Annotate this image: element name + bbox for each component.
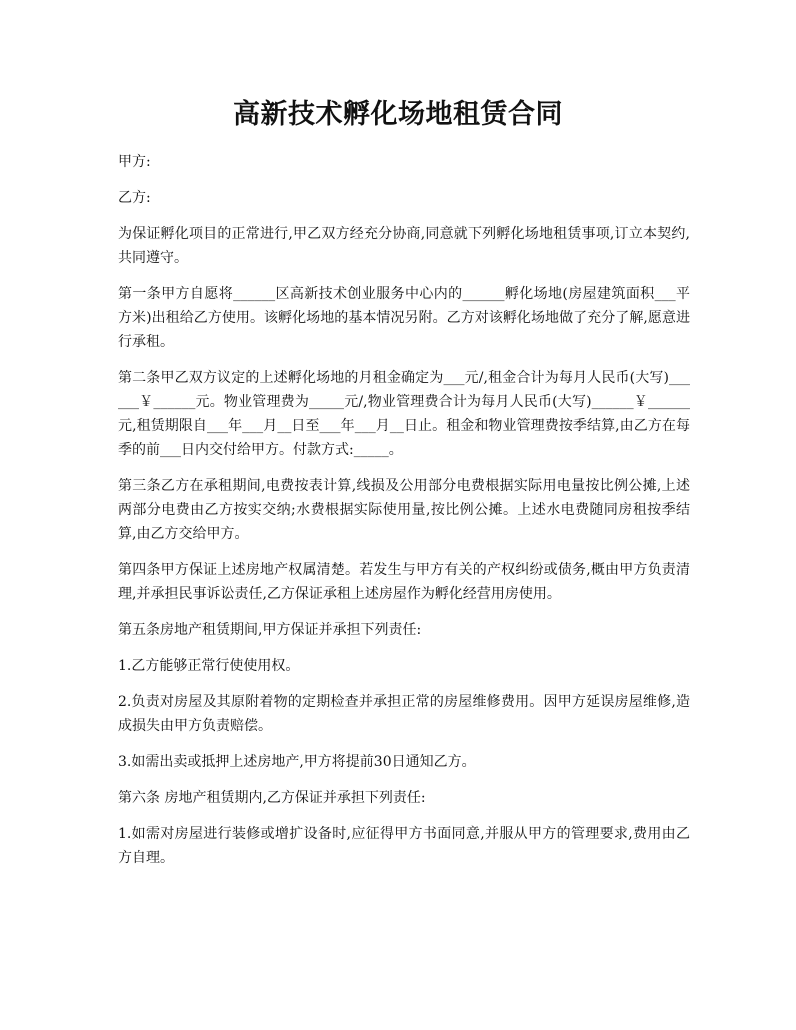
article-2-paragraph: 第二条甲乙双方议定的上述孵化场地的月租金确定为___元/,租金合计为每月人民币(大写)______￥______元。物业管理费为_____元/,物业管理费合计为每月人民币(大写)______￥______元,租赁期限自___年___月__日至___年___月__日止。租金和物业管理费按季结算,由乙方在每季的前___日内交付给甲方。付款方式:_____。 — [118, 370, 690, 458]
party-a-line: 甲方: — [118, 154, 151, 170]
article-6-heading: 第六条 房地产租赁期内,乙方保证并承担下列责任: — [118, 790, 426, 806]
article-5-item-2: 2.负责对房屋及其原附着物的定期检查并承担正常的房屋维修费用。因甲方延误房屋维修,造成损失由甲方负责赔偿。 — [118, 694, 690, 734]
article-5-heading: 第五条房地产租赁期间,甲方保证并承担下列责任: — [118, 622, 422, 638]
article-4-paragraph: 第四条甲方保证上述房地产权属清楚。若发生与甲方有关的产权纠纷或债务,概由甲方负责清理,并承担民事诉讼责任,乙方保证承租上述房屋作为孵化经营用房使用。 — [118, 562, 690, 602]
party-b-line: 乙方: — [118, 190, 151, 206]
article-3-paragraph: 第三条乙方在承租期间,电费按表计算,线损及公用部分电费根据实际用电量按比例公摊,上述两部分电费由乙方按实交纳;水费根据实际使用量,按比例公摊。上述水电费随同房租按季结算,由乙方交给甲方。 — [118, 478, 690, 542]
article-5-item-1: 1.乙方能够正常行使使用权。 — [118, 658, 300, 674]
article-6-item-1: 1.如需对房屋进行装修或增扩设备时,应征得甲方书面同意,并服从甲方的管理要求,费用由乙方自理。 — [118, 826, 690, 866]
document-body — [118, 150, 690, 882]
preamble-paragraph: 为保证孵化项目的正常进行,甲乙双方经充分协商,同意就下列孵化场地租赁事项,订立本契约,共同遵守。 — [118, 226, 690, 266]
document-title: 高新技术孵化场地租赁合同 — [233, 99, 563, 130]
article-1-paragraph: 第一条甲方自愿将______区高新技术创业服务中心内的______孵化场地(房屋建筑面积___平方米)出租给乙方使用。该孵化场地的基本情况另附。乙方对该孵化场地做了充分了解,愿意进行承租。 — [118, 286, 690, 350]
article-5-item-3: 3.如需出卖或抵押上述房地产,甲方将提前30日通知乙方。 — [118, 754, 476, 770]
